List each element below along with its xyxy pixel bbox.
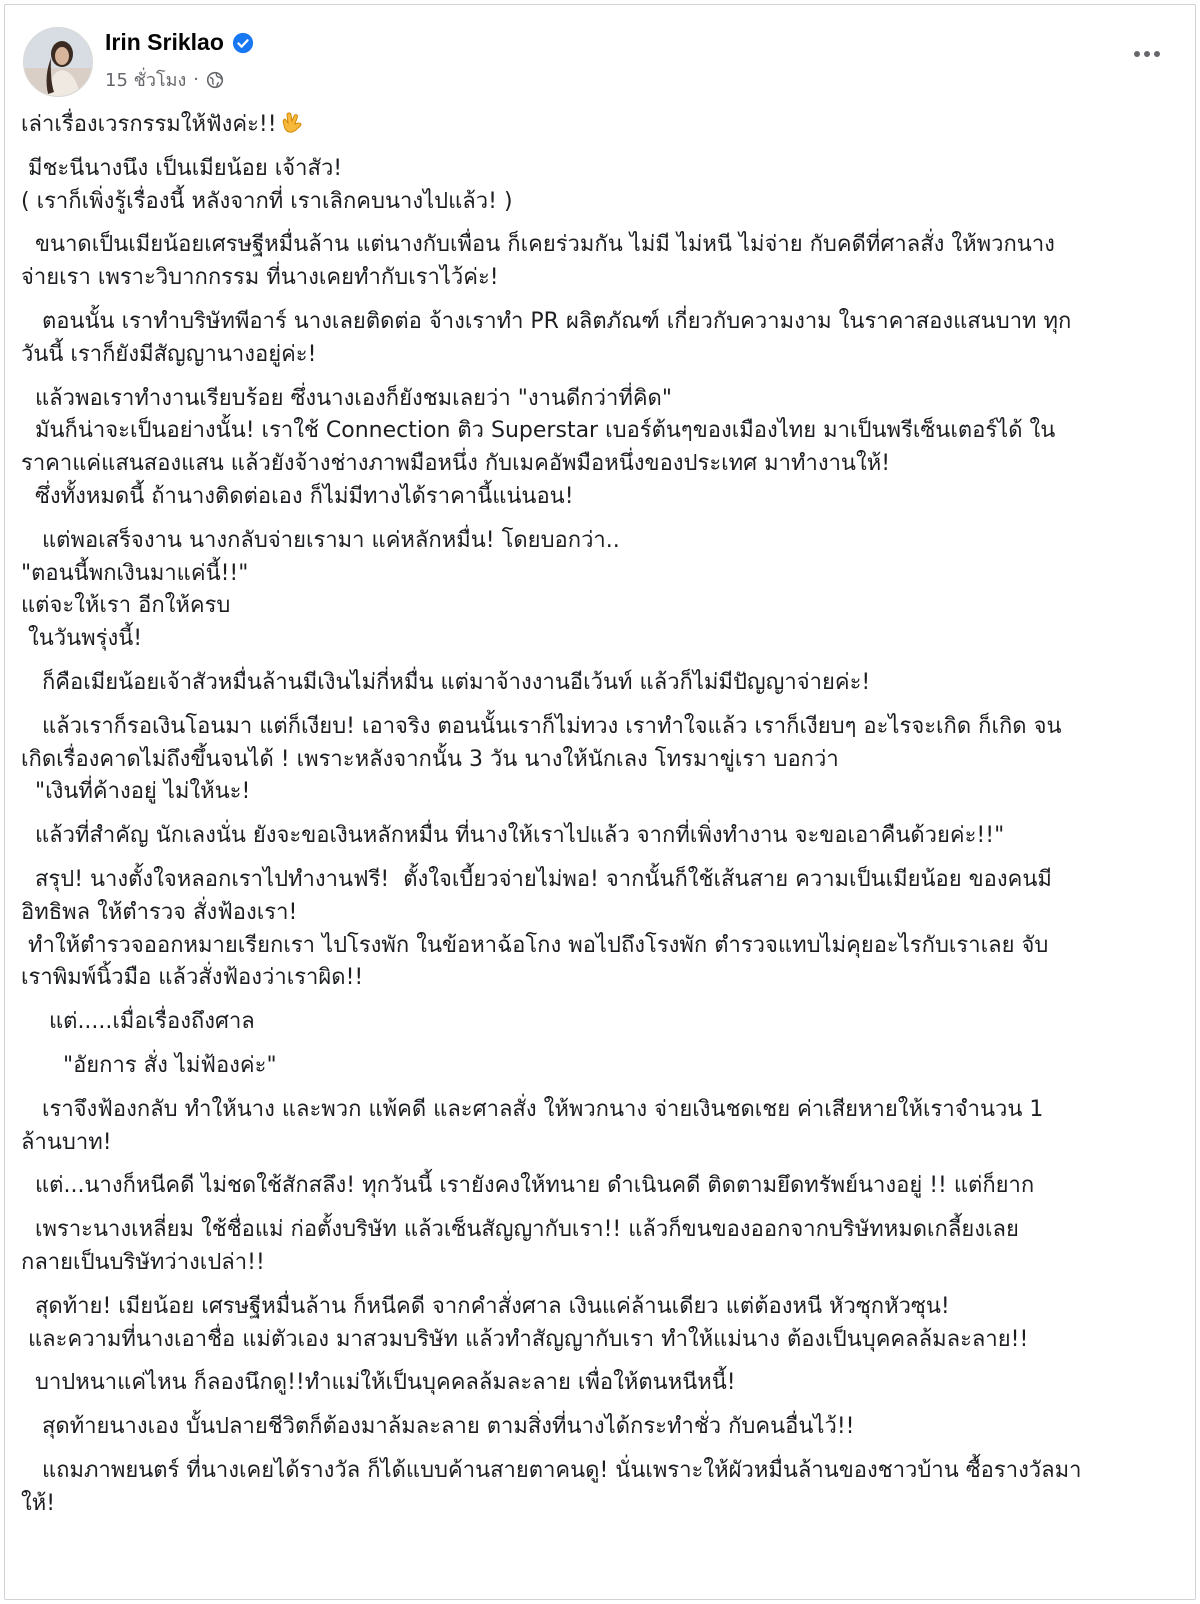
- post-paragraph: [21, 109, 1189, 142]
- post-text-line: สุดท้าย! เมียน้อย เศรษฐีหมื่นล้าน ก็หนีคดี จากคำสั่งศาล เงินแค่ล้านเดียว แต่ต้องหนี หัวซุกหัวซุน!: [21, 1293, 950, 1319]
- post-paragraph: [21, 864, 1189, 995]
- post-text-line: ในวันพรุ่งนี้!: [21, 626, 143, 652]
- post-text-line: วันนี้ เราก็ยังมีสัญญานางอยู่ค่ะ!: [21, 341, 317, 367]
- post-header: [19, 23, 1179, 93]
- post-text-line: แต่...นางก็หนีคดี ไม่ชดใช้สักสลึง! ทุกวันนี้ เรายังคงให้ทนาย ดำเนินคดี ติดตามยึดทรัพย์นางอยู่ !! แต่ก็ยาก: [21, 1173, 1035, 1199]
- post-paragraph: [21, 153, 1189, 219]
- post-text-line: แต่พอเสร็จงาน นางกลับจ่ายเรามา แค่หลักหมื่น! โดยบอกว่า..: [21, 527, 620, 553]
- post-text-line: "เงินที่ค้างอยู่ ไม่ให้นะ!: [21, 779, 251, 805]
- post-paragraph: [21, 1050, 1189, 1083]
- post-text-line: สรุป! นางตั้งใจหลอกเราไปทำงานฟรี! ตั้งใจเบี้ยวจ่ายไม่พอ! จากนั้นก็ใช้เส้นสาย ความเป็นเมียน้อย ของคนมี: [21, 866, 1052, 892]
- post-text-line: แถมภาพยนตร์ ที่นางเคยได้รางวัล ก็ได้แบบค้านสายตาคนดู! นั่นเพราะให้ผัวหมื่นล้านของชาวบ้าน ซื้อรางวัลมา: [21, 1457, 1082, 1483]
- post-text-line: เราจึงฟ้องกลับ ทำให้นาง และพวก แพ้คดี และศาลสั่ง ให้พวกนาง จ่ายเงินชดเชย ค่าเสียหายให้เราจำนวน 1: [21, 1096, 1044, 1122]
- post-text-line: แต่จะให้เรา อีกให้ครบ: [21, 593, 231, 619]
- post-paragraph: [21, 1094, 1189, 1160]
- post-text-line: "อัยการ สั่ง ไม่ฟ้องค่ะ": [21, 1052, 277, 1078]
- post-paragraph: [21, 667, 1189, 700]
- post-text-line: มีชะนีนางนึง เป็นเมียน้อย เจ้าสัว!: [21, 155, 343, 181]
- post-paragraph: [21, 1455, 1189, 1521]
- post-text-line: แล้วเราก็รอเงินโอนมา แต่ก็เงียบ! เอาจริง ตอนนั้นเราก็ไม่ทวง เราทำใจแล้ว เราก็เงียบๆ อะไรจะเกิด ก็เกิด จน: [21, 713, 1062, 739]
- post-text-line: "ตอนนี้พกเงินมาแค่นี้!!": [21, 560, 249, 586]
- post-text-line: จ่ายเรา เพราะวิบากกรรม ที่นางเคยทำกับเราไว้ค่ะ!: [21, 265, 499, 291]
- post-text-line: ทำให้ตำรวจออกหมายเรียกเรา ไปโรงพัก ในข้อหาฉ้อโกง พอไปถึงโรงพัก ตำรวจแทบไม่คุยอะไรกับเราเลย จับ: [21, 932, 1049, 958]
- post-paragraph: [21, 1411, 1189, 1444]
- post-text-line: ให้!: [21, 1490, 56, 1516]
- post-text-line: กลายเป็นบริษัทว่างเปล่า!!: [21, 1249, 265, 1275]
- hand-emoji-icon: [279, 111, 305, 135]
- post-text-line: มันก็น่าจะเป็นอย่างนั้น! เราใช้ Connection ติว Superstar เบอร์ต้นๆของเมืองไทย มาเป็นพรีเซ็นเตอร์ได้ ใน: [21, 418, 1056, 444]
- post-text-line: ซึ่งทั้งหมดนี้ ถ้านางติดต่อเอง ก็ไม่มีทางได้ราคานี้แน่นอน!: [21, 483, 574, 509]
- post-paragraph: [21, 1006, 1189, 1039]
- post-body: [21, 109, 1189, 1531]
- post-text-line: ขนาดเป็นเมียน้อยเศรษฐีหมื่นล้าน แต่นางกับเพื่อน ก็เคยร่วมกัน ไม่มี ไม่หนี ไม่จ่าย กับคดีที่ศาลสั่ง ให้พวกนาง: [21, 232, 1055, 258]
- post-text-line: เล่าเรื่องเวรกรรมให้ฟังค่ะ!!: [21, 112, 277, 137]
- post-text-line: แล้วพอเราทำงานเรียบร้อย ซึ่งนางเองก็ยังชมเลยว่า "งานดีกว่าที่คิด": [21, 385, 672, 411]
- post-text-line: แล้วที่สำคัญ นักเลงนั่น ยังจะขอเงินหลักหมื่น ที่นางให้เราไปแล้ว จากที่เพิ่งทำงาน จะขอเอาคืนด้วยค่ะ!!": [21, 823, 1005, 849]
- post-text-line: แต่.....เมื่อเรื่องถึงศาล: [21, 1009, 255, 1035]
- meta-separator: ·: [193, 69, 200, 90]
- post-text-line: และความที่นางเอาชื่อ แม่ตัวเอง มาสวมบริษัท แล้วทำสัญญากับเรา ทำให้แม่นาง ต้องเป็นบุคคลล้มละลาย!!: [21, 1326, 1029, 1352]
- post-paragraph: [21, 1367, 1189, 1400]
- post-text-line: ( เราก็เพิ่งรู้เรื่องนี้ หลังจากที่ เราเลิกคบนางไปแล้ว! ): [21, 188, 513, 214]
- post-timestamp[interactable]: 15 ชั่วโมง: [105, 70, 187, 91]
- post-text-line: สุดท้ายนางเอง บั้นปลายชีวิตก็ต้องมาล้มละลาย ตามสิ่งที่นางได้กระทำชั่ว กับคนอื่นไว้!!: [21, 1414, 855, 1440]
- post-paragraph: [21, 525, 1189, 656]
- avatar-photo: [24, 28, 92, 96]
- post-paragraph: [21, 383, 1189, 514]
- globe-icon[interactable]: [206, 71, 224, 89]
- post-paragraph: [21, 229, 1189, 295]
- more-options-icon[interactable]: [1127, 39, 1167, 69]
- post-paragraph: [21, 820, 1189, 853]
- facebook-post-card: [4, 4, 1196, 1600]
- post-text-line: เกิดเรื่องคาดไม่ถึงขึ้นจนได้ ! เพราะหลังจากนั้น 3 วัน นางให้นักเลง โทรมาขู่เรา บอกว่า: [21, 746, 839, 772]
- post-paragraph: [21, 306, 1189, 372]
- post-paragraph: [21, 1214, 1189, 1280]
- post-paragraph: [21, 1170, 1189, 1203]
- post-text-line: เพราะนางเหลี่ยม ใช้ชื่อแม่ ก่อตั้งบริษัท แล้วเซ็นสัญญากับเรา!! แล้วก็ขนของออกจากบริษัทหมดเกลี้ยงเลย: [21, 1217, 1019, 1243]
- post-text-line: ตอนนั้น เราทำบริษัทพีอาร์ นางเลยติดต่อ จ้างเราทำ PR ผลิตภัณฑ์ เกี่ยวกับความงาม ในราคาสองแสนบาท ทุก: [21, 308, 1072, 334]
- post-text-line: ราคาแค่แสนสองแสน แล้วยังจ้างช่างภาพมือหนึ่ง กับเมคอัพมือหนึ่งของประเทศ มาทำงานให้!: [21, 451, 891, 477]
- post-text-line: บาปหนาแค่ไหน ก็ลองนึกดู!!ทำแม่ให้เป็นบุคคลล้มละลาย เพื่อให้ตนหนีหนี้!: [21, 1370, 736, 1396]
- verified-badge-icon: [232, 32, 254, 54]
- post-text-line: ล้านบาท!: [21, 1129, 112, 1155]
- post-text-line: อิทธิพล ให้ตำรวจ สั่งฟ้องเรา!: [21, 899, 298, 925]
- post-text-line: เราพิมพ์นิ้วมือ แล้วสั่งฟ้องว่าเราผิด!!: [21, 965, 364, 991]
- author-name[interactable]: Irin Sriklao: [105, 29, 224, 55]
- post-text-line: ก็คือเมียน้อยเจ้าสัวหมื่นล้านมีเงินไม่กี่หมื่น แต่มาจ้างงานอีเว้นท์ แล้วก็ไม่มีปัญญาจ่ายค่ะ!: [21, 669, 871, 695]
- post-paragraph: [21, 1291, 1189, 1357]
- post-paragraph: [21, 711, 1189, 809]
- post-meta: [105, 65, 224, 94]
- author-row: [105, 29, 254, 56]
- author-avatar[interactable]: [23, 27, 93, 97]
